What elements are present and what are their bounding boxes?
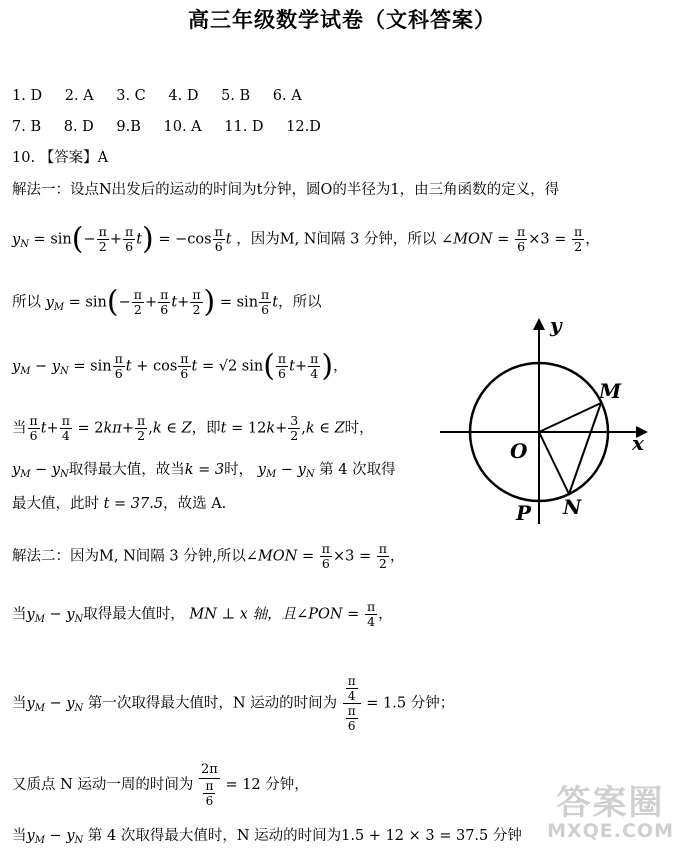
method2-fourth-mid: 第 4 次取得最大值时，N 运动的时间为 [87,828,342,844]
answer-item: 9.B [116,119,141,135]
method1-k3: k = 3 [184,462,225,478]
difference-line: $y_M - y_N = \sin$ $\frac{\pi}{6}$ t + cos $\frac{\pi}{6}$ t = √2 sin( $\frac{\pi}{6}$ t+ $\frac{\pi}{4}$ )， [12,348,348,384]
segment-ON [539,432,569,494]
label-M: M [599,379,622,403]
yn-equation-line: $y_N = \sin(-$ $\frac{\pi}{2}$ + $\frac{\pi}{6}$ t) = −cos $\frac{\pi}{6}$ t ，因为M, N间隔 3 分钟，所以 ∠MON = $\frac{\pi}{6}$ ×3 = $\frac{\pi}{2}$ ， [12,221,600,257]
unit-circle-diagram [436,316,666,531]
method2-first-val: = 1.5 分钟； [366,695,455,712]
answer-item: 4. D [168,88,199,104]
method2-fourth-pre: 当 [12,828,27,844]
method1-when-pre: 当 [12,420,27,437]
method2-intro: 解法二：因为M, N间隔 3 分钟,所以 [12,548,246,565]
method2-first-line: 当$y_M - y_N$ 第一次取得最大值时，N 运动的时间为 $\frac{\frac{\pi}{4}}{\frac{\pi}{6}}$ = 1.5 分钟； [12,674,455,733]
watermark-logo-text: 答案圈 [556,783,665,823]
method2-period-pre: 又质点 N 运动一周的时间为 [12,777,194,793]
method2-period-line: 又质点 N 运动一周的时间为 $\frac{2\pi}{\frac{\pi}{6}}$ = 12 分钟， [12,762,309,808]
method1-t: t = 37.5 [103,496,164,512]
watermark [547,775,674,842]
method2-intro-line: 解法二：因为M, N间隔 3 分钟,所以∠MON = $\frac{\pi}{6}$ ×3 = $\frac{\pi}{2}$ ， [12,541,405,571]
method2-period-val: = 12 分钟， [225,777,309,793]
answer-item: 11. D [224,119,264,135]
method2-perp-line: 当$y_M - y_N$取得最大值时， MN ⊥ x 轴，且∠PON = $\frac{\pi}{4}$ ， [12,599,393,629]
max-line: $y_M - y_N$取得最大值，故当k = 3时， $y_M - y_N$ 第 4 次取得 [12,462,396,480]
method1-when-mid: ，即 [191,420,221,437]
method2-first-mid: 第一次取得最大值时，N 运动的时间为 [87,695,338,712]
method2-fourth-val: 1.5 + 12 × 3 = 37.5 分钟 [341,828,522,844]
answer-item: 1. D [12,88,43,104]
label-O: O [510,439,528,463]
answer-item: 5. B [221,88,251,104]
method2-when-end: 取得最大值时， [83,606,185,623]
method2-when: 当 [12,606,27,623]
method2-first-pre: 当 [12,695,27,712]
page-title: 高三年级数学试卷（文科答案） [188,8,496,32]
method1-max1: 取得最大值，故当 [68,462,185,478]
answers-row-2 [12,117,339,137]
label-y: y [550,316,562,337]
method2-perp: MN ⊥ x 轴，且 [189,606,297,623]
answer-item: 3. C [116,88,146,104]
label-x: x [632,431,644,455]
method1-text1: ，因为M, N间隔 3 分钟，所以 [236,231,437,248]
answer-item: 6. A [272,88,302,104]
method1-max1b: 时， [224,462,254,478]
method1-so-end: ，所以 [278,294,322,311]
watermark-url: MXQE.COM [547,820,674,842]
ym-equation-line: 所以 $y_M = \sin(-$ $\frac{\pi}{2}$ + $\frac{\pi}{6}$ t+ $\frac{\pi}{2}$ ) = sin $\frac{\pi}{6}$ t，所以 [12,284,322,320]
answers-row-1 [12,86,320,106]
answer-item: 12.D [286,119,321,135]
answer-item: 8. D [63,119,94,135]
y-axis-arrow-icon [533,318,545,330]
condition-line: 当 $\frac{\pi}{6}$ t+ $\frac{\pi}{4}$ = 2kπ+ $\frac{\pi}{2}$ ,k ∈ Z，即t = 12k+ $\frac{3}{2}$ ,k ∈ Z时， [12,413,374,443]
answer-item: 2. A [64,88,94,104]
q10-header: 10. 【答案】A [12,150,109,166]
method1-intro: 解法一：设点N出发后的运动的时间为t分钟，圆O的半径为1，由三角函数的定义，得 [12,182,560,198]
final-line [12,494,226,514]
label-N: N [563,495,582,519]
method2-fourth-line: 当$y_M - y_N$ 第 4 次取得最大值时，N 运动的时间为1.5 + 12 × 3 = 37.5 分钟 [12,828,522,846]
method1-so: 所以 [12,294,41,311]
answer-item: 7. B [12,119,42,135]
method1-when-end: 时， [344,420,374,437]
method1-choose: ，故选 A. [163,496,227,512]
label-P: P [516,501,532,525]
answer-item: 10. A [163,119,202,135]
method1-final: 最大值，此时 [12,496,99,512]
method1-fourth: 第 4 次取得 [319,462,396,478]
